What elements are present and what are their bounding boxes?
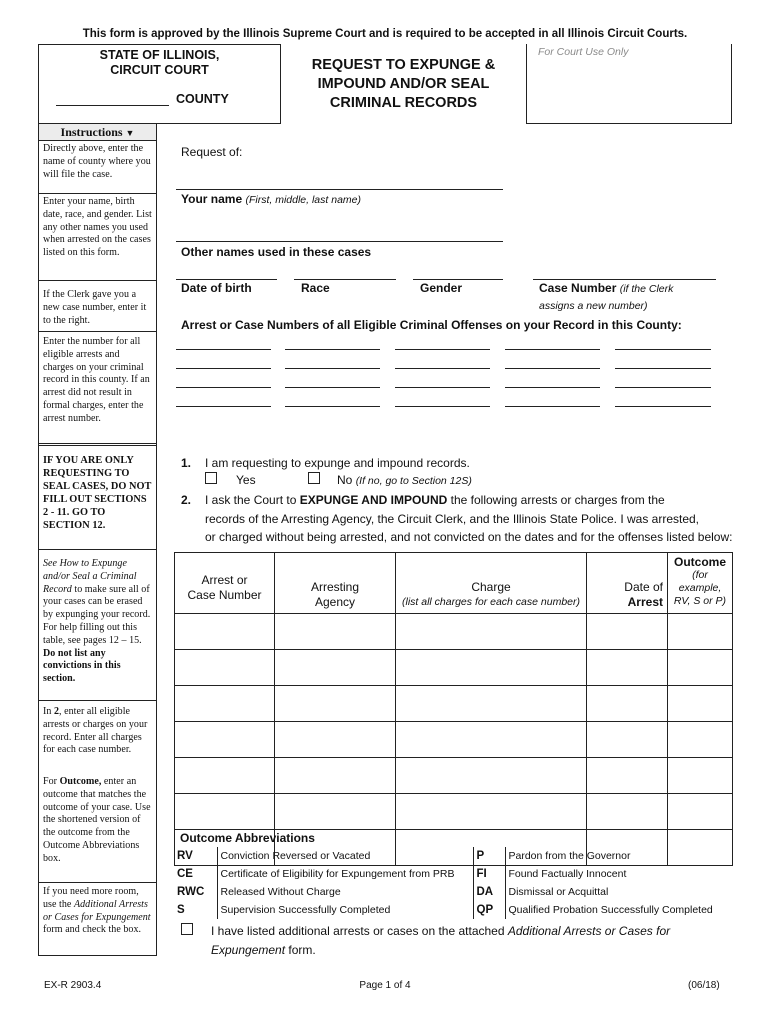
instruction-name: Enter your name, birth date, race, and gender. List any other names you used when arrested on the cases listed on this form. (43, 196, 152, 259)
cell-input[interactable] (396, 722, 587, 758)
col3-hint: (list all charges for each case number) (402, 596, 580, 608)
cell-input[interactable] (587, 722, 668, 758)
abbreviation-row (174, 883, 732, 901)
col-charge (396, 553, 587, 614)
form-title-line-3: CRIMINAL RECORDS (329, 95, 478, 111)
cell-input[interactable] (396, 650, 587, 686)
cell-input[interactable] (175, 686, 275, 722)
abbr-code: DA (473, 883, 505, 901)
col5-hint-2: example, (678, 582, 722, 594)
additional-text-c: Expungement (211, 943, 286, 957)
section-2-text-b: EXPUNGE AND IMPOUND (299, 493, 448, 507)
no-text: No (337, 473, 353, 487)
race-field[interactable] (294, 279, 396, 280)
arrest-number-field[interactable] (505, 368, 600, 369)
col5-hint-3: RV, S or P) (673, 595, 727, 607)
form-title-line-1: REQUEST TO EXPUNGE & (311, 57, 496, 73)
col-arrest-case-number (175, 553, 275, 614)
request-of-line[interactable] (176, 189, 503, 190)
cell-input[interactable] (396, 614, 587, 650)
instruction-seal-only: IF YOU ARE ONLY REQUESTING TO SEAL CASES, DO NOT FILL OUT SECTIONS 2 - 11. GO TO SECTION 12. (43, 455, 152, 531)
abbr-desc: Conviction Reversed or Vacated (217, 847, 473, 865)
col-date-of-arrest (587, 553, 668, 614)
additional-text-b: Additional Arrests or Cases for (507, 924, 671, 938)
section-2-text-a: I ask the Court to (205, 493, 300, 507)
additional-arrests-checkbox[interactable] (181, 923, 193, 935)
abbr-desc: Certificate of Eligibility for Expungement from PRB (217, 865, 473, 883)
divider (39, 700, 156, 701)
abbr-desc: Released Without Charge (217, 883, 473, 901)
additional-arrests-text (211, 924, 670, 938)
arrest-number-field[interactable] (285, 406, 380, 407)
instruction-more-room-c: form and check the box. (43, 924, 142, 936)
case-number-hint-2: assigns a new number) (539, 300, 648, 312)
state-court-heading (38, 48, 281, 78)
case-number-label (539, 281, 673, 295)
additional-text-a: I have listed additional arrests or cases on the attached (211, 924, 508, 938)
table-row (175, 758, 733, 794)
dob-field[interactable] (176, 279, 277, 280)
instruction-outcome-a: For (43, 776, 60, 787)
instruction-no-convictions: Do not list any convictions in this section. (43, 647, 121, 685)
abbr-desc: Supervision Successfully Completed (217, 901, 473, 919)
charges-table (174, 552, 733, 866)
instruction-outcome-c: enter an outcome that matches the outcome of your case. Use the shortened version of the outcome from the Outcome Abbreviations box. (43, 776, 151, 864)
no-checkbox[interactable] (308, 472, 320, 484)
form-title (281, 56, 526, 113)
outcome-abbreviations-table (174, 847, 732, 919)
table-row (175, 686, 733, 722)
cell-input[interactable] (396, 686, 587, 722)
table-row (175, 794, 733, 830)
divider (39, 331, 156, 332)
arrest-number-field[interactable] (505, 349, 600, 350)
section-2-number: 2. (181, 493, 192, 507)
no-label (337, 473, 472, 487)
instruction-outcome (39, 774, 156, 866)
other-names-label: Other names used in these cases (181, 245, 372, 259)
arrest-number-field[interactable] (505, 406, 600, 407)
instruction-more-room-form: Additional Arrests or Cases for Expungement (43, 898, 151, 923)
cell-input[interactable] (587, 758, 668, 794)
cell-input[interactable] (275, 722, 396, 758)
case-number-field[interactable] (533, 279, 716, 280)
col2-line-a: Arresting (310, 580, 360, 594)
county-name-field[interactable] (56, 105, 169, 106)
section-2-line-3: or charged without being arrested, and not convicted on the dates and for the offenses listed below: (205, 530, 733, 544)
arrest-number-field[interactable] (176, 368, 271, 369)
arrest-number-field[interactable] (285, 368, 380, 369)
cell-input[interactable] (175, 794, 275, 830)
your-name-text: Your name (181, 192, 243, 206)
col5-label: Outcome (673, 555, 726, 569)
arrest-number-field[interactable] (285, 349, 380, 350)
additional-arrests-text-2 (211, 943, 316, 957)
arrest-number-field[interactable] (176, 387, 271, 388)
cell-input[interactable] (587, 614, 668, 650)
form-id: EX-R 2903.4 (44, 980, 102, 991)
abbr-code: CE (177, 868, 193, 880)
dob-label: Date of birth (181, 281, 252, 295)
cell-input[interactable] (587, 650, 668, 686)
arrest-number-field[interactable] (615, 406, 711, 407)
cell-input[interactable] (175, 722, 275, 758)
gender-label: Gender (420, 281, 463, 295)
cell-input[interactable] (175, 758, 275, 794)
instruction-section-2-c: , enter all eligible arrests or charges on your record. Enter all charges for each case number. (43, 706, 148, 756)
arrest-number-field[interactable] (615, 387, 711, 388)
section-2-text (205, 493, 665, 507)
col1-line-b: Case Number (187, 588, 262, 602)
arrest-number-field[interactable] (176, 406, 271, 407)
abbreviation-row (174, 865, 732, 883)
county-label: COUNTY (176, 92, 229, 106)
case-number-text: Case Number (539, 281, 617, 295)
cell-input[interactable] (587, 794, 668, 830)
gender-field[interactable] (413, 279, 503, 280)
col1-line-a: Arrest or (201, 573, 248, 587)
col3-label: Charge (471, 580, 511, 594)
col-outcome (668, 553, 733, 614)
guide-title: See How to Expunge and/or Seal a Criminal Record (43, 558, 137, 595)
state-line: STATE OF ILLINOIS, (99, 48, 220, 62)
section-1-number: 1. (181, 456, 192, 470)
circuit-court-line: CIRCUIT COURT (110, 63, 209, 77)
cell-input[interactable] (396, 794, 587, 830)
instruction-more-room-a: If you need more room, use the (43, 886, 139, 910)
abbr-code: RWC (177, 886, 205, 898)
divider (39, 280, 156, 281)
instruction-how-to-text: to make sure all of your cases can be erased by expunging your record. For help filling out this table, see pages 12 – 15. (43, 583, 151, 646)
cell-input[interactable] (668, 722, 733, 758)
cell-input[interactable] (396, 758, 587, 794)
arrest-number-field[interactable] (395, 368, 490, 369)
divider (39, 549, 156, 550)
instruction-how-to (39, 556, 156, 686)
additional-text-d: form. (285, 943, 316, 957)
abbreviation-row (174, 901, 732, 919)
table-row (175, 650, 733, 686)
abbr-code: S (177, 904, 185, 916)
arrest-number-field[interactable] (615, 349, 711, 350)
yes-label: Yes (236, 473, 256, 487)
form-title-line-2: IMPOUND AND/OR SEAL (317, 76, 490, 92)
table-row (175, 722, 733, 758)
page-number: Page 1 of 4 (359, 980, 411, 991)
section-2-line-2: records of the Arresting Agency, the Circuit Clerk, and the Illinois State Police. I was arrested, (205, 512, 700, 526)
request-of-label: Request of: (181, 145, 243, 159)
triangle-down-icon: ▼ (125, 128, 135, 138)
cell-input[interactable] (668, 686, 733, 722)
your-name-field[interactable] (176, 241, 503, 242)
arrest-number-field[interactable] (615, 368, 711, 369)
abbreviation-row (174, 847, 732, 865)
your-name-hint: (First, middle, last name) (245, 194, 361, 206)
instructions-heading-label: Instructions (60, 125, 123, 139)
cell-input[interactable] (175, 614, 275, 650)
instruction-section-2-b: 2 (53, 706, 60, 717)
arrest-number-field[interactable] (395, 406, 490, 407)
cell-input[interactable] (668, 614, 733, 650)
abbr-code: RV (177, 850, 193, 862)
cell-input[interactable] (275, 614, 396, 650)
instruction-section-2-a: In (43, 706, 54, 717)
yes-checkbox[interactable] (205, 472, 217, 484)
abbr-desc: Found Factually Innocent (505, 865, 732, 883)
cell-input[interactable] (275, 758, 396, 794)
instruction-section-2 (39, 704, 156, 757)
instructions-heading (39, 124, 156, 141)
cell-input[interactable] (668, 758, 733, 794)
col4-line-a: Date of (624, 580, 663, 594)
abbr-code: QP (473, 901, 505, 919)
cell-input[interactable] (275, 686, 396, 722)
arrest-number-field[interactable] (285, 387, 380, 388)
arrest-number-field[interactable] (505, 387, 600, 388)
court-use-label: For Court Use Only (538, 46, 629, 58)
outcome-abbreviations-title: Outcome Abbreviations (180, 831, 315, 845)
cell-input[interactable] (275, 794, 396, 830)
revision-date: (06/18) (688, 980, 720, 991)
col5-hint-1: (for (692, 569, 708, 581)
instruction-arrest-numbers: Enter the number for all eligible arrests and charges on your criminal record in this county. If an arrest did not result in formal charges, enter the arrest number. (43, 336, 150, 424)
instruction-case-number: If the Clerk gave you a new case number, enter it to the right. (43, 289, 147, 326)
abbr-desc: Dismissal or Acquittal (505, 883, 732, 901)
instruction-outcome-b: Outcome, (59, 776, 102, 787)
abbr-code: FI (473, 865, 505, 883)
cell-input[interactable] (275, 650, 396, 686)
col-arresting-agency (275, 553, 396, 614)
arrest-number-field[interactable] (176, 349, 271, 350)
instruction-county: Directly above, enter the name of county where you will file the case. (43, 143, 151, 180)
cell-input[interactable] (668, 650, 733, 686)
section-2-text-c: the following arrests or charges from the (447, 493, 665, 507)
col2-line-b: Agency (314, 595, 356, 609)
table-row (175, 614, 733, 650)
cell-input[interactable] (668, 794, 733, 830)
arrest-number-field[interactable] (395, 387, 490, 388)
table-header-row (175, 553, 733, 614)
abbr-desc: Qualified Probation Successfully Completed (505, 901, 732, 919)
divider (39, 882, 156, 883)
instruction-more-room (39, 884, 156, 937)
abbr-code: P (473, 847, 505, 865)
section-1-text: I am requesting to expunge and impound records. (205, 456, 470, 470)
no-hint: (If no, go to Section 12S) (355, 475, 472, 487)
double-divider (39, 443, 156, 446)
abbr-desc: Pardon from the Governor (505, 847, 732, 865)
case-number-hint: (if the Clerk (619, 283, 674, 295)
col4-line-b: Arrest (627, 595, 663, 609)
cell-input[interactable] (587, 686, 668, 722)
arrest-numbers-label: Arrest or Case Numbers of all Eligible Criminal Offenses on your Record in this County: (181, 318, 682, 332)
cell-input[interactable] (175, 650, 275, 686)
approval-notice: This form is approved by the Illinois Supreme Court and is required to be accepted in all Illinois Circuit Courts. (82, 28, 688, 40)
arrest-number-field[interactable] (395, 349, 490, 350)
your-name-label (181, 192, 361, 206)
race-label: Race (301, 281, 330, 295)
